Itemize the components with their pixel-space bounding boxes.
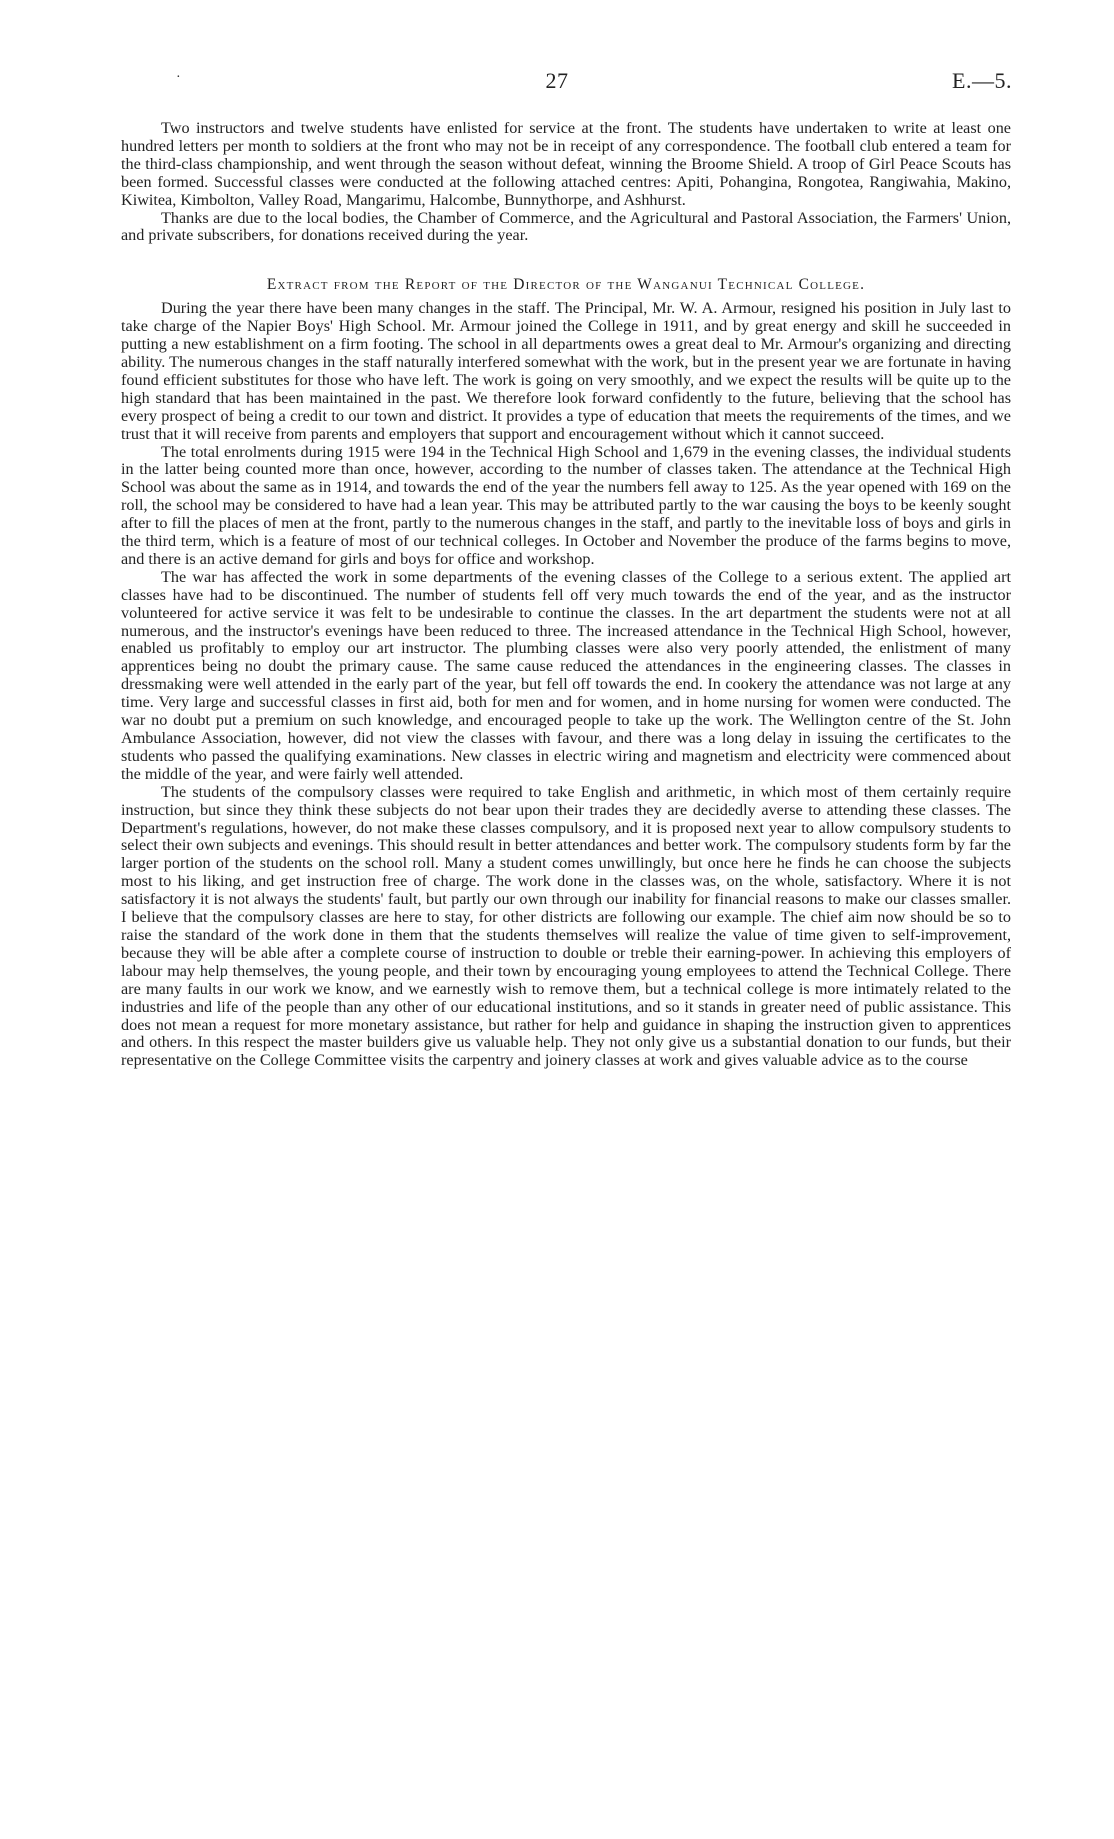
document-reference: E.—5. <box>952 68 1012 93</box>
header-dot: · <box>176 70 181 85</box>
body-text <box>121 120 1011 1070</box>
section-heading: Extract from the Report of the Director of the Wanganui Technical College. <box>266 276 866 294</box>
page-number: 27 <box>545 68 569 93</box>
paragraph: Thanks are due to the local bodies, the Chamber of Commerce, and the Agricultural and Pastoral Association, the Farmers' Union, and private subscribers, for donations received during the year. <box>121 208 1011 245</box>
page-header <box>0 68 1114 98</box>
paragraph: During the year there have been many changes in the staff. The Principal, Mr. W. A. Armour, resigned his position in July last to take charge of the Napier Boys' High School. Mr. Armour joined the College in 1911, and by great energy and skill he succeeded in putting a new establishment on a firm footing. The school in all departments owes a great deal to Mr. Armour's organizing and directing ability. The numerous changes in the staff naturally interfered somewhat with the work, but in the present year we are fortunate in having found efficient substitutes for those who have left. The work is going on very smoothly, and we expect the results will be quite up to the high standard that has been maintained in the past. We therefore look forward confidently to the future, believing that the school has every prospect of being a credit to our town and district. It provides a type of education that meets the requirements of the times, and we trust that it will receive from parents and employers that support and encouragement without which it cannot succeed. <box>121 299 1011 443</box>
paragraph: Two instructors and twelve students have enlisted for service at the front. The students have undertaken to write at least one hundred letters per month to soldiers at the front who may not be in receipt of any correspondence. The football club entered a team for the third-class championship, and went through the season without defeat, winning the Broome Shield. A troop of Girl Peace Scouts has been formed. Successful classes were conducted at the following attached centres: Apiti, Pohangina, Rongotea, Rangiwahia, Makino, Kiwitea, Kimbolton, Valley Road, Mangarimu, Halcombe, Bunnythorpe, and Ashhurst. <box>121 119 1011 209</box>
paragraph: The war has affected the work in some departments of the evening classes of the College to a serious extent. The applied art classes have had to be discontinued. The number of students fell off very much towards the end of the year, and as the instructor volunteered for active service it was felt to be undesirable to continue the classes. In the art department the students were not at all numerous, and the instructor's evenings have been reduced to three. The increased attendance in the Technical High School, however, enabled us profitably to employ our art instructor. The plumbing classes were also very poorly attended, the enlistment of many apprentices being no doubt the primary cause. The same cause reduced the attendances in the engineering classes. The classes in dressmaking were well attended in the early part of the year, but fell off towards the end. In cookery the attendance was not large at any time. Very large and successful classes in first aid, both for men and for women, and in home nursing for women were conducted. The war no doubt put a premium on such knowledge, and encouraged people to take up the work. The Wellington centre of the St. John Ambulance Association, however, did not view the classes with favour, and there was a long delay in issuing the certificates to the students who passed the qualifying examinations. New classes in electric wiring and magnetism and electricity were commenced about the middle of the year, and were fairly well attended. <box>121 567 1011 783</box>
paragraph: The students of the compulsory classes were required to take English and arithmetic, in which most of them certainly require instruction, but since they think these subjects do not bear upon their trades they are decidedly averse to attending these classes. The Department's regulations, however, do not make these classes compulsory, and it is proposed next year to allow compulsory students to select their own subjects and evenings. This should result in better attendances and better work. The compulsory students form by far the larger portion of the students on the school roll. Many a student comes unwillingly, but once here he finds he can choose the subjects most to his liking, and get instruction free of charge. The work done in the classes was, on the whole, satisfactory. Where it is not satisfactory it is not always the students' fault, but partly our own through our inability for financial reasons to make our classes smaller. I believe that the compulsory classes are here to stay, for other districts are following our example. The chief aim now should be so to raise the standard of the work done in them that the students themselves will realize the value of time given to self-improvement, because they will be able after a complete course of instruction to double or treble their earning-power. In achieving this employers of labour may help themselves, the young people, and their town by encouraging young employees to attend the Technical College. There are many faults in our work we know, and we earnestly wish to remove them, but a technical college is more intimately related to the industries and life of the people than any other of our educational institutions, and so it stands in greater need of public assistance. This does not mean a request for more monetary assistance, but rather for help and guidance in shaping the instruction given to apprentices and others. In this respect the master builders give us valuable help. They not only give us a substantial donation to our funds, but their representative on the College Committee visits the carpentry and joinery classes at work and gives valuable advice as to the course <box>121 782 1011 1070</box>
paragraph: The total enrolments during 1915 were 194 in the Technical High School and 1,679 in the evening classes, the individual students in the latter being counted more than once, however, according to the number of classes taken. The attendance at the Technical High School was about the same as in 1914, and towards the end of the year the numbers fell away to 125. As the year opened with 169 on the roll, the school may be considered to have had a lean year. This may be attributed partly to the war causing the boys to be keenly sought after to fill the places of men at the front, partly to the numerous changes in the staff, and partly to the inevitable loss of boys and girls in the third term, which is a feature of most of our technical colleges. In October and November the produce of the farms begins to move, and there is an active demand for girls and boys for office and workshop. <box>121 442 1011 568</box>
